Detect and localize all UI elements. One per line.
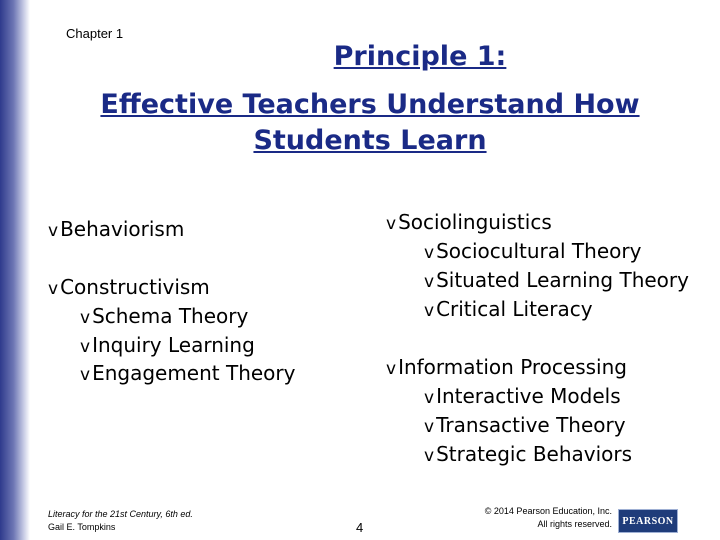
bullet-icon: v (424, 417, 435, 437)
bullet-icon: v (424, 446, 435, 466)
list-item-label: Behaviorism (60, 217, 185, 241)
list-item-label: Engagement Theory (92, 361, 296, 385)
bullet-icon: v (424, 243, 435, 263)
chapter-label: Chapter 1 (66, 26, 124, 41)
bullet-icon: v (424, 301, 435, 321)
list-item (386, 354, 627, 382)
copyright-line-1: © 2014 Pearson Education, Inc. (484, 506, 612, 516)
list-item-label: Information Processing (398, 355, 627, 379)
bullet-icon: v (80, 308, 91, 328)
footer-citation (48, 508, 193, 534)
list-item-label: Sociolinguistics (398, 210, 552, 234)
list-item-label: Constructivism (60, 275, 210, 299)
pearson-logo: PEARSON (618, 509, 678, 533)
bullet-icon: v (386, 214, 397, 234)
bullet-icon: v (424, 272, 435, 292)
list-item (48, 216, 184, 244)
bullet-icon: v (48, 279, 59, 299)
title-line-2: Effective Teachers Understand How (100, 89, 640, 120)
list-item (80, 332, 255, 360)
copyright-line-2: All rights reserved. (537, 519, 612, 529)
copyright-notice (485, 505, 612, 531)
list-item-label: Schema Theory (92, 304, 249, 328)
list-item (424, 267, 689, 295)
list-item (424, 383, 621, 411)
list-item-label: Critical Literacy (436, 297, 593, 321)
bullet-icon: v (48, 221, 59, 241)
bullet-icon: v (424, 388, 435, 408)
list-item (386, 209, 552, 237)
list-item-label: Inquiry Learning (92, 333, 255, 357)
side-gradient-bar (0, 0, 30, 540)
bullet-icon: v (80, 337, 91, 357)
book-title: Literacy for the 21st Century, 6th ed. (48, 509, 193, 519)
bullet-icon: v (386, 359, 397, 379)
list-item (80, 360, 295, 388)
list-item (80, 303, 248, 331)
list-item-label: Interactive Models (436, 384, 621, 408)
author-name: Gail E. Tompkins (48, 522, 116, 532)
list-item (424, 412, 626, 440)
list-item-label: Situated Learning Theory (436, 268, 689, 292)
list-item (48, 274, 210, 302)
list-item-label: Sociocultural Theory (436, 239, 642, 263)
list-item-label: Transactive Theory (436, 413, 626, 437)
list-item (424, 238, 641, 266)
list-item-label: Strategic Behaviors (436, 442, 633, 466)
title-line-3: Students Learn (253, 125, 487, 156)
title-line-1: Principle 1: (333, 41, 507, 72)
list-item (424, 296, 593, 324)
bullet-icon: v (80, 365, 91, 385)
page-number: 4 (356, 520, 364, 535)
list-item (424, 441, 632, 469)
